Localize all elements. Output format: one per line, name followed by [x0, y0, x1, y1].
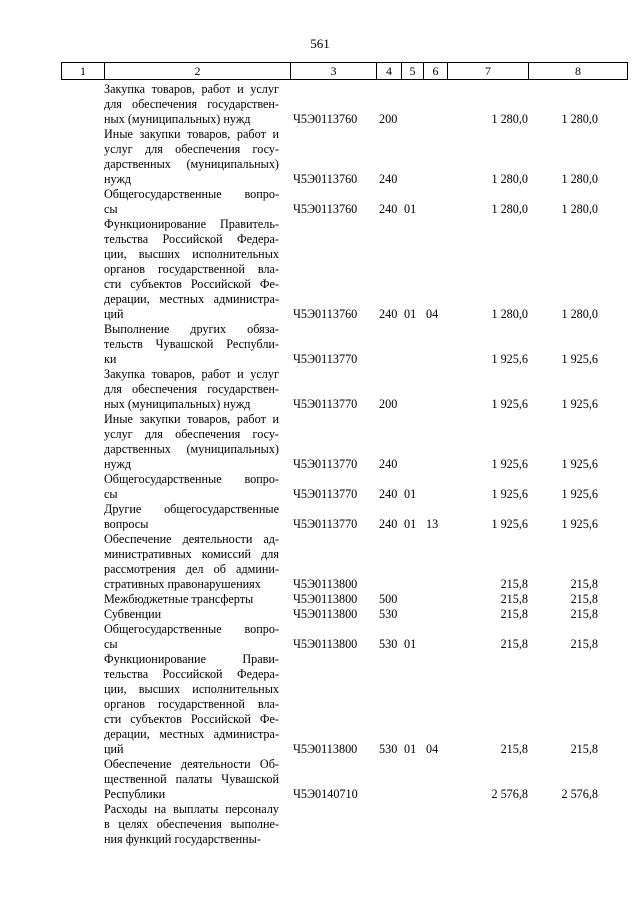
row-section: 01	[404, 307, 417, 321]
row-expense-type: 240	[379, 457, 398, 471]
row-name-line: щественной палаты Чувашской	[104, 772, 279, 786]
row-amount-col8: 215,8	[570, 637, 598, 651]
row-expense-type: 240	[379, 202, 398, 216]
table-row	[0, 217, 640, 322]
table-row	[0, 472, 640, 502]
row-name-line: ций	[104, 742, 124, 756]
row-code: Ч5Э0113770	[293, 397, 358, 411]
row-name-line: ции, высших исполнительных	[104, 247, 279, 261]
row-amount-col8: 1 925,6	[561, 352, 598, 366]
row-name-line: Выполнение других обяза-	[104, 322, 279, 336]
row-subsection: 13	[426, 517, 439, 531]
row-amount-col7: 1 280,0	[491, 172, 528, 186]
row-amount-col7: 1 925,6	[491, 457, 528, 471]
row-amount-col7: 215,8	[500, 637, 528, 651]
row-amount-col8: 215,8	[570, 742, 598, 756]
row-name-line: нужд	[104, 457, 132, 471]
row-expense-type: 530	[379, 742, 398, 756]
row-name-line: ния функций государственны-	[104, 832, 261, 846]
row-name-line: Республики	[104, 787, 166, 801]
row-name	[104, 367, 279, 412]
row-expense-type: 240	[379, 487, 398, 501]
header-col-6: 6	[423, 63, 447, 79]
row-code: Ч5Э0113800	[293, 592, 358, 606]
row-name	[104, 217, 279, 322]
row-name-line: дарственных (муниципальных)	[104, 442, 279, 456]
row-expense-type: 200	[379, 112, 398, 126]
row-name	[104, 622, 279, 652]
row-name-line: Закупка товаров, работ и услуг	[104, 367, 279, 381]
row-subsection: 04	[426, 742, 439, 756]
row-name-line: Общегосударственные вопро-	[104, 472, 279, 486]
row-amount-col8: 1 925,6	[561, 487, 598, 501]
row-name	[104, 502, 279, 532]
row-expense-type: 530	[379, 637, 398, 651]
row-name	[104, 127, 279, 187]
row-name-line: ции, высших исполнительных	[104, 682, 279, 696]
row-name-line: сы	[104, 637, 118, 651]
row-name-line: органов государственной вла-	[104, 262, 279, 276]
row-code: Ч5Э0113760	[293, 307, 358, 321]
table-row	[0, 367, 640, 412]
row-amount-col8: 1 925,6	[561, 397, 598, 411]
header-col-7: 7	[447, 63, 528, 79]
row-name-line: Функционирование Прави-	[104, 652, 279, 666]
row-name-line: нужд	[104, 172, 132, 186]
row-name-line: услуг для обеспечения госу-	[104, 427, 279, 441]
row-section: 01	[404, 487, 417, 501]
row-code: Ч5Э0113770	[293, 457, 358, 471]
row-name-line: дерации, местных администра-	[104, 727, 279, 741]
row-amount-col8: 1 280,0	[561, 307, 598, 321]
row-name	[104, 757, 279, 802]
row-name-line: дарственных (муниципальных)	[104, 157, 279, 171]
row-code: Ч5Э0113770	[293, 352, 358, 366]
row-name-line: Общегосударственные вопро-	[104, 187, 279, 201]
row-expense-type: 200	[379, 397, 398, 411]
row-amount-col8: 1 280,0	[561, 202, 598, 216]
row-name	[104, 802, 279, 847]
row-name	[104, 592, 279, 607]
row-amount-col8: 2 576,8	[561, 787, 598, 801]
row-name-line: сти субъектов Российской Фе-	[104, 712, 279, 726]
row-amount-col7: 215,8	[500, 607, 528, 621]
table-row	[0, 592, 640, 607]
row-name-line: Функционирование Правитель-	[104, 217, 279, 231]
row-name-line: Субвенции	[104, 607, 162, 621]
row-name-line: для обеспечения государствен-	[104, 382, 279, 396]
row-name-line: органов государственной вла-	[104, 697, 279, 711]
row-name-line: тельства Российской Федера-	[104, 232, 279, 246]
table-row	[0, 532, 640, 592]
row-amount-col8: 1 280,0	[561, 172, 598, 186]
row-amount-col8: 1 925,6	[561, 457, 598, 471]
header-col-5: 5	[401, 63, 423, 79]
row-amount-col7: 1 925,6	[491, 397, 528, 411]
table-row	[0, 412, 640, 472]
row-amount-col7: 1 280,0	[491, 307, 528, 321]
row-section: 01	[404, 637, 417, 651]
table-row	[0, 652, 640, 757]
row-code: Ч5Э0113760	[293, 112, 358, 126]
header-col-4: 4	[376, 63, 401, 79]
row-amount-col7: 215,8	[500, 577, 528, 591]
row-name-line: ных (муниципальных) нужд	[104, 112, 251, 126]
header-col-3: 3	[290, 63, 376, 79]
table-row	[0, 607, 640, 622]
row-amount-col7: 1 925,6	[491, 487, 528, 501]
row-name	[104, 472, 279, 502]
row-code: Ч5Э0113760	[293, 202, 358, 216]
row-code: Ч5Э0113800	[293, 637, 358, 651]
table-row	[0, 802, 640, 847]
row-name-line: сы	[104, 202, 118, 216]
table-row	[0, 127, 640, 187]
row-name-line: в целях обеспечения выполне-	[104, 817, 279, 831]
row-section: 01	[404, 517, 417, 531]
row-code: Ч5Э0113800	[293, 607, 358, 621]
row-amount-col7: 1 280,0	[491, 112, 528, 126]
table-header	[61, 62, 628, 80]
row-amount-col7: 1 925,6	[491, 517, 528, 531]
header-col-8: 8	[528, 63, 628, 79]
row-amount-col7: 1 280,0	[491, 202, 528, 216]
row-name-line: услуг для обеспечения госу-	[104, 142, 279, 156]
row-name-line: Иные закупки товаров, работ и	[104, 412, 279, 426]
row-amount-col7: 215,8	[500, 592, 528, 606]
row-subsection: 04	[426, 307, 439, 321]
row-section: 01	[404, 202, 417, 216]
row-name	[104, 412, 279, 472]
row-name-line: вопросы	[104, 517, 149, 531]
row-expense-type: 240	[379, 517, 398, 531]
row-expense-type: 500	[379, 592, 398, 606]
row-amount-col7: 2 576,8	[491, 787, 528, 801]
row-name	[104, 607, 279, 622]
row-name-line: сти субъектов Российской Фе-	[104, 277, 279, 291]
table-row	[0, 502, 640, 532]
table-body	[0, 82, 640, 847]
row-expense-type: 240	[379, 307, 398, 321]
row-code: Ч5Э0140710	[293, 787, 358, 801]
row-name	[104, 532, 279, 592]
row-name-line: тельств Чувашской Республи-	[104, 337, 279, 351]
table-row	[0, 82, 640, 127]
row-name-line: Общегосударственные вопро-	[104, 622, 279, 636]
table-row	[0, 187, 640, 217]
row-amount-col8: 1 925,6	[561, 517, 598, 531]
row-name	[104, 652, 279, 757]
row-expense-type: 530	[379, 607, 398, 621]
row-section: 01	[404, 742, 417, 756]
row-name-line: для обеспечения государствен-	[104, 97, 279, 111]
row-name-line: Обеспечение деятельности ад-	[104, 532, 279, 546]
page-number: 561	[310, 36, 330, 51]
row-amount-col7: 215,8	[500, 742, 528, 756]
row-name-line: сы	[104, 487, 118, 501]
table-row	[0, 757, 640, 802]
row-name-line: ций	[104, 307, 124, 321]
row-name-line: стративных правонарушениях	[104, 577, 261, 591]
row-name-line: Межбюджетные трансферты	[104, 592, 254, 606]
table-row	[0, 622, 640, 652]
row-name-line: Закупка товаров, работ и услуг	[104, 82, 279, 96]
header-col-1: 1	[61, 63, 104, 79]
row-amount-col8: 1 280,0	[561, 112, 598, 126]
row-name-line: Иные закупки товаров, работ и	[104, 127, 279, 141]
row-code: Ч5Э0113800	[293, 577, 358, 591]
row-name	[104, 322, 279, 367]
row-name-line: Расходы на выплаты персоналу	[104, 802, 279, 816]
row-code: Ч5Э0113800	[293, 742, 358, 756]
table-row	[0, 322, 640, 367]
row-name	[104, 187, 279, 217]
row-amount-col8: 215,8	[570, 577, 598, 591]
row-name-line: ных (муниципальных) нужд	[104, 397, 251, 411]
row-name-line: рассмотрения дел об админи-	[104, 562, 279, 576]
row-amount-col8: 215,8	[570, 607, 598, 621]
row-code: Ч5Э0113760	[293, 172, 358, 186]
row-name-line: Другие общегосударственные	[104, 502, 279, 516]
row-expense-type: 240	[379, 172, 398, 186]
row-code: Ч5Э0113770	[293, 487, 358, 501]
row-amount-col7: 1 925,6	[491, 352, 528, 366]
row-amount-col8: 215,8	[570, 592, 598, 606]
row-name-line: дерации, местных администра-	[104, 292, 279, 306]
row-name-line: Обеспечение деятельности Об-	[104, 757, 279, 771]
row-name	[104, 82, 279, 127]
header-col-2: 2	[104, 63, 290, 79]
row-name-line: тельства Российской Федера-	[104, 667, 279, 681]
row-name-line: министративных комиссий для	[104, 547, 279, 561]
row-name-line: ки	[104, 352, 117, 366]
row-code: Ч5Э0113770	[293, 517, 358, 531]
